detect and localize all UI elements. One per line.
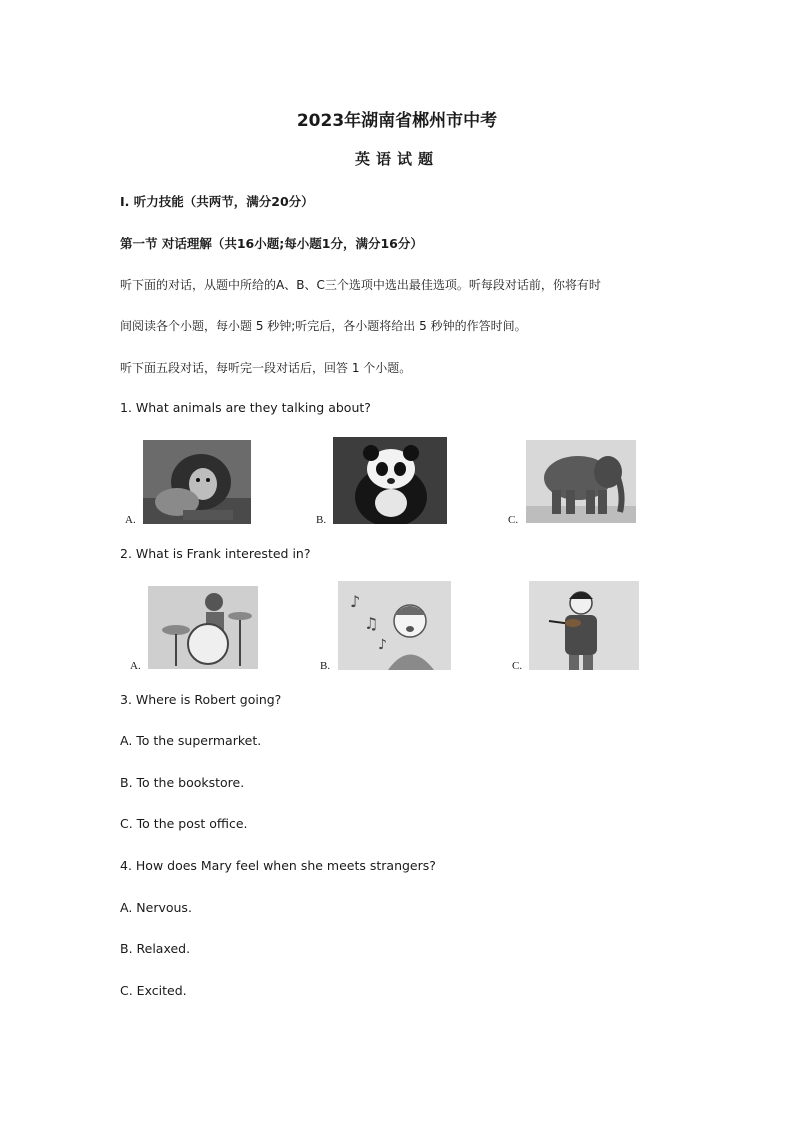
instruction-line: 听下面的对话，从题中所给的A、B、C三个选项中选出最佳选项。听每段对话前，你将有时 bbox=[120, 278, 601, 292]
elephant-image bbox=[526, 440, 636, 523]
drummer-image bbox=[148, 586, 258, 669]
option-letter: B. bbox=[320, 660, 331, 672]
svg-text:♫: ♫ bbox=[364, 614, 379, 633]
option-letter: C. bbox=[508, 514, 519, 526]
instruction-line: 间阅读各个小题，每小题 5 秒钟;听完后，各小题将给出 5 秒钟的作答时间。 bbox=[120, 319, 527, 333]
page-subtitle: 英语试题 bbox=[354, 150, 439, 168]
answer-option: C. Excited. bbox=[120, 983, 187, 998]
svg-text:♪: ♪ bbox=[378, 637, 387, 653]
answer-option: A. Nervous. bbox=[120, 900, 192, 915]
option-letter: C. bbox=[512, 660, 523, 672]
svg-text:♪: ♪ bbox=[350, 592, 361, 611]
singing-boy-image bbox=[338, 581, 451, 670]
option-letter: A. bbox=[130, 660, 141, 672]
answer-option: A. To the supermarket. bbox=[120, 733, 262, 748]
question-text: 4. How does Mary feel when she meets strangers? bbox=[120, 858, 436, 873]
lion-image bbox=[143, 440, 251, 524]
part-heading: 第一节 对话理解（共16小题;每小题1分，满分16分） bbox=[120, 236, 423, 251]
option-letter: A. bbox=[125, 514, 136, 526]
panda-image bbox=[333, 437, 447, 524]
question-text: 2. What is Frank interested in? bbox=[120, 546, 311, 561]
question-text: 3. Where is Robert going? bbox=[120, 692, 282, 707]
instruction-line: 听下面五段对话，每听完一段对话后，回答 1 个小题。 bbox=[120, 361, 412, 375]
page-title: 2023年湖南省郴州市中考 bbox=[296, 111, 498, 131]
violinist-image bbox=[529, 581, 639, 670]
question-text: 1. What animals are they talking about? bbox=[120, 400, 371, 415]
answer-option: B. To the bookstore. bbox=[120, 775, 245, 790]
option-letter: B. bbox=[316, 514, 327, 526]
section-heading: Ⅰ. 听力技能（共两节，满分20分） bbox=[120, 194, 314, 209]
answer-option: B. Relaxed. bbox=[120, 941, 191, 956]
answer-option: C. To the post office. bbox=[120, 816, 248, 831]
